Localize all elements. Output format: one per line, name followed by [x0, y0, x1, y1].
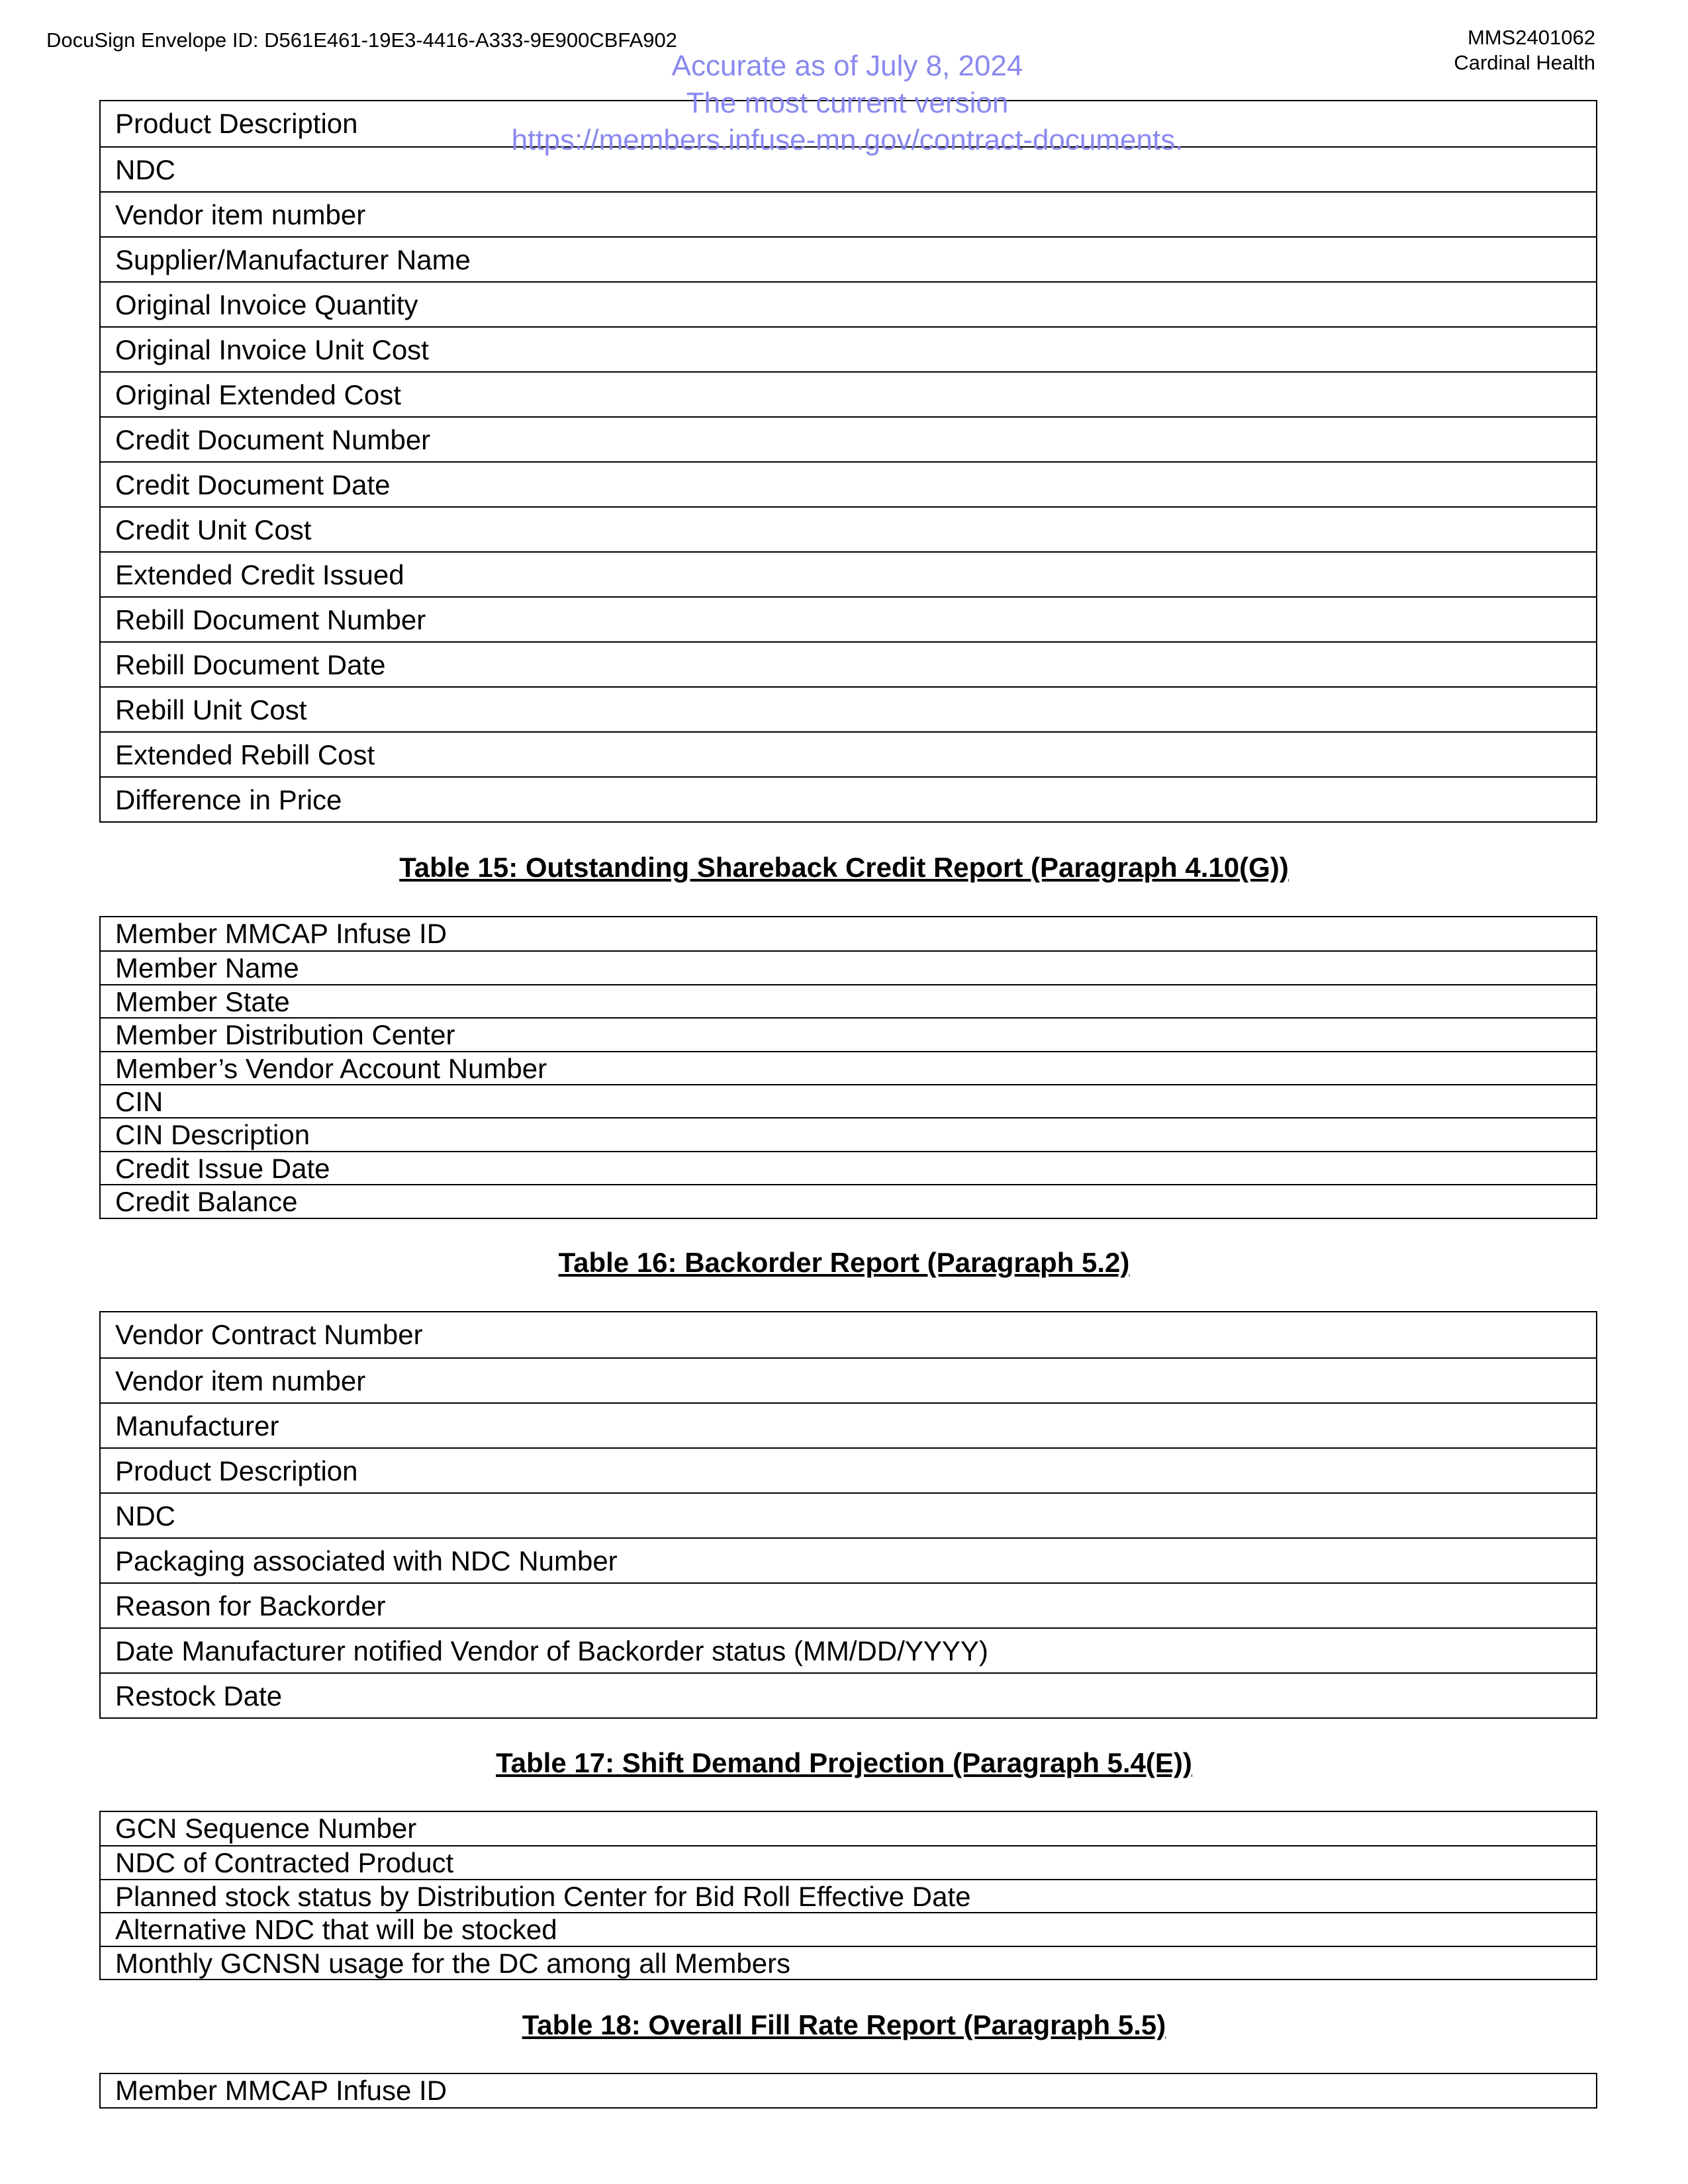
- table-row: Rebill Document Date: [101, 641, 1596, 686]
- table-row: Planned stock status by Distribution Center for Bid Roll Effective Date: [101, 1879, 1596, 1912]
- table-17-fields: [99, 1811, 1597, 1980]
- table-row: Manufacturer: [101, 1402, 1596, 1447]
- table-row: Extended Credit Issued: [101, 551, 1596, 596]
- docusign-envelope-id: DocuSign Envelope ID: D561E461-19E3-4416-A333-9E900CBFA902: [46, 28, 678, 52]
- table-18-fields: [99, 2073, 1597, 2109]
- table-row: Difference in Price: [101, 776, 1596, 821]
- table-16-fields: [99, 1311, 1597, 1719]
- table-row: Original Invoice Quantity: [101, 281, 1596, 326]
- table-row: Original Invoice Unit Cost: [101, 326, 1596, 371]
- stamp-line-3: https://members.infuse-mn.gov/contract-documents.: [511, 124, 1184, 156]
- table-row: Monthly GCNSN usage for the DC among all Members: [101, 1946, 1596, 1979]
- table-16-caption: Table 16: Backorder Report (Paragraph 5.2): [558, 1247, 1130, 1278]
- table-row: Extended Rebill Cost: [101, 731, 1596, 776]
- table-row: Vendor item number: [101, 1357, 1596, 1402]
- table-row: Vendor Contract Number: [115, 1319, 423, 1350]
- table-row: Restock Date: [101, 1672, 1596, 1717]
- table-row: Rebill Document Number: [101, 596, 1596, 641]
- table-row: NDC of Contracted Product: [101, 1845, 1596, 1878]
- stamp-line-1: Accurate as of July 8, 2024: [671, 50, 1023, 82]
- table-row: Product Description: [115, 108, 358, 139]
- table-17-caption: Table 17: Shift Demand Projection (Paragraph 5.4(E)): [496, 1747, 1192, 1778]
- table-row: Credit Balance: [101, 1184, 1596, 1217]
- table-row: NDC: [101, 146, 1596, 191]
- table-row: Product Description: [101, 1447, 1596, 1492]
- table-row: Vendor item number: [101, 191, 1596, 236]
- table-row: CIN: [101, 1084, 1596, 1117]
- table-row: Member State: [101, 984, 1596, 1017]
- table-18-caption: Table 18: Overall Fill Rate Report (Paragraph 5.5): [522, 2009, 1166, 2040]
- table-row: GCN Sequence Number: [115, 1813, 417, 1844]
- table-14-fields: [99, 100, 1597, 823]
- table-row: Rebill Unit Cost: [101, 686, 1596, 731]
- table-row: Reason for Backorder: [101, 1582, 1596, 1627]
- table-row: Alternative NDC that will be stocked: [101, 1912, 1596, 1945]
- company-name: Cardinal Health: [1454, 51, 1595, 74]
- table-row: Credit Issue Date: [101, 1151, 1596, 1184]
- document-header: [1454, 25, 1595, 75]
- table-row: Member’s Vendor Account Number: [101, 1051, 1596, 1084]
- table-row: Credit Document Number: [101, 416, 1596, 461]
- table-row: CIN Description: [101, 1117, 1596, 1150]
- table-row: Member MMCAP Infuse ID: [115, 2075, 447, 2106]
- table-15-fields: [99, 916, 1597, 1219]
- table-row: Member Name: [101, 950, 1596, 983]
- table-row: Credit Document Date: [101, 461, 1596, 506]
- table-row: Date Manufacturer notified Vendor of Backorder status (MM/DD/YYYY): [101, 1627, 1596, 1672]
- table-row: Packaging associated with NDC Number: [101, 1537, 1596, 1582]
- document-number: MMS2401062: [1467, 26, 1595, 49]
- table-row: Member MMCAP Infuse ID: [115, 918, 447, 949]
- table-15-caption: Table 15: Outstanding Shareback Credit Report (Paragraph 4.10(G)): [399, 852, 1289, 883]
- stamp-line-2: The most current version: [686, 87, 1009, 119]
- table-row: Original Extended Cost: [101, 371, 1596, 416]
- table-row: Member Distribution Center: [101, 1017, 1596, 1050]
- table-row: Supplier/Manufacturer Name: [101, 236, 1596, 281]
- table-row: Credit Unit Cost: [101, 506, 1596, 551]
- table-row: NDC: [101, 1492, 1596, 1537]
